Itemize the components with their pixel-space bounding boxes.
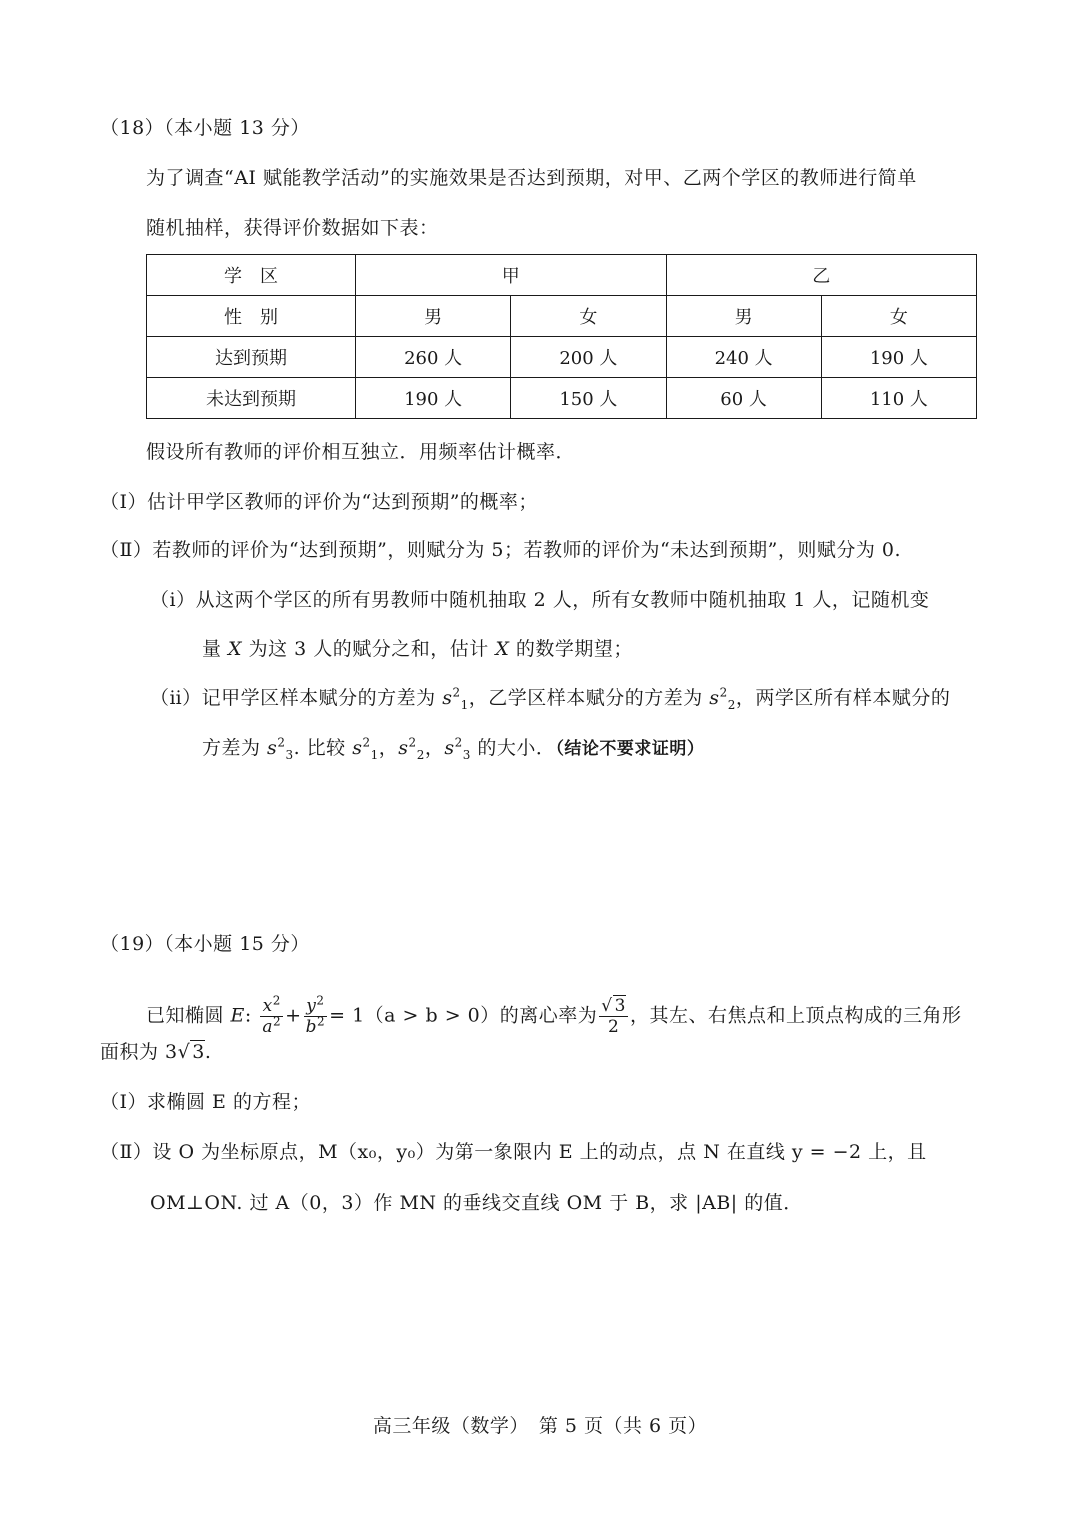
table-cell: 学 区	[147, 255, 356, 296]
q18-part2: （Ⅱ）若教师的评价为“达到预期”，则赋分为 5；若教师的评价为“未达到预期”，则赋分为 0.	[100, 539, 902, 561]
table-cell-district-b: 乙	[666, 255, 977, 296]
table-cell: 190 人	[821, 337, 976, 378]
q19-intro-line2: 面积为 3√ 3.	[100, 1041, 212, 1063]
table-cell: 110 人	[821, 378, 976, 419]
table-cell: 未达到预期	[147, 378, 356, 419]
q18-sub-i-line1: （ⅰ）从这两个学区的所有男教师中随机抽取 2 人，所有女教师中随机抽取 1 人，记随机变	[150, 589, 930, 611]
q18-assumption: 假设所有教师的评价相互独立．用频率估计概率．	[146, 441, 576, 463]
q18-intro-line2: 随机抽样，获得评价数据如下表：	[146, 217, 439, 239]
table-cell: 260 人	[356, 337, 511, 378]
table-cell-district-a: 甲	[356, 255, 667, 296]
table-row	[147, 378, 977, 419]
table-cell: 达到预期	[147, 337, 356, 378]
q18-part1: （Ⅰ）估计甲学区教师的评价为“达到预期”的概率；	[100, 491, 538, 513]
q19-part2-line1: （Ⅱ）设 O 为坐标原点，M（x₀，y₀）为第一象限内 E 上的动点，点 N 在直线 y = −2 上，且	[100, 1141, 927, 1163]
table-row	[147, 337, 977, 378]
table-cell: 150 人	[511, 378, 666, 419]
table-cell: 190 人	[356, 378, 511, 419]
q19-part2-line2: OM⊥ON. 过 A（0，3）作 MN 的垂线交直线 OM 于 B，求 |AB| 的值．	[150, 1192, 803, 1214]
table-cell: 女	[821, 296, 976, 337]
table-cell: 女	[511, 296, 666, 337]
q18-sub-ii-line2: 方差为 $s^2_3$. 比较 $s^2_1$，$s^2_2$，$s^2_3$ 的大小．（结论不要求证明）	[202, 735, 705, 762]
q18-data-table	[146, 254, 977, 419]
table-cell: 男	[666, 296, 821, 337]
q19-header: （19）（本小题 15 分）	[100, 933, 310, 955]
table-cell: 60 人	[666, 378, 821, 419]
table-cell: 性 别	[147, 296, 356, 337]
q19-part1: （Ⅰ）求椭圆 E 的方程；	[100, 1091, 311, 1113]
table-row-district	[147, 255, 977, 296]
page-footer: 高三年级（数学） 第 5 页（共 6 页）	[372, 1415, 708, 1437]
table-cell: 200 人	[511, 337, 666, 378]
table-row-gender	[147, 296, 977, 337]
q18-note: （结论不要求证明）	[555, 739, 705, 759]
q19-intro-line1: 已知椭圆 E: $\frac{x^2}{a^2}$ + $\frac{y^2}{b^2}$ = 1（a > b > 0）的离心率为 $\frac{√ 3}{2}$ ，其左、右焦点和上顶点构成的三角形	[146, 993, 962, 1037]
q18-sub-i-line2: 量 X 为这 3 人的赋分之和，估计 X 的数学期望；	[202, 638, 633, 660]
q18-sub-ii-line1: （ⅱ）记甲学区样本赋分的方差为 $s^2_1$，乙学区样本赋分的方差为 $s^2_2$，两学区所有样本赋分的	[150, 685, 951, 712]
table-cell: 男	[356, 296, 511, 337]
q18-intro-line1: 为了调查“AI 赋能教学活动”的实施效果是否达到预期，对甲、乙两个学区的教师进行简单	[146, 167, 917, 189]
table-cell: 240 人	[666, 337, 821, 378]
q18-header: （18）（本小题 13 分）	[100, 117, 310, 139]
